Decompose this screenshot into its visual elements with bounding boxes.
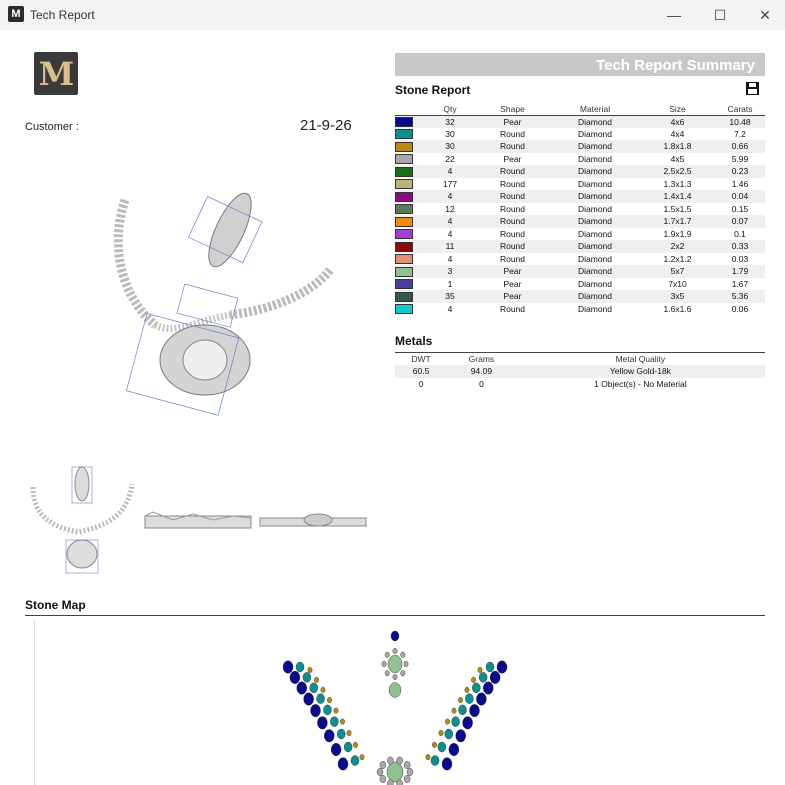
cell-size: 1.3x1.3	[663, 178, 692, 189]
cell-carats: 0.33	[715, 240, 765, 253]
cell-shape: Round	[499, 128, 526, 139]
stone-map-title: Stone Map	[25, 598, 86, 612]
color-swatch-cell	[395, 178, 425, 191]
stone-dot	[330, 717, 338, 727]
table-row	[395, 153, 765, 166]
table-row	[395, 115, 765, 128]
color-swatch	[395, 304, 413, 314]
app-logo-icon: M	[8, 6, 24, 22]
cell-carats: 0.23	[715, 165, 765, 178]
color-swatch	[395, 167, 413, 177]
color-swatch-cell	[395, 278, 425, 291]
stone-dot	[304, 693, 314, 706]
stone-dot	[452, 708, 456, 714]
color-swatch-cell	[395, 190, 425, 203]
window-titlebar	[0, 0, 785, 30]
table-row	[395, 240, 765, 253]
stone-dot	[310, 683, 318, 693]
color-swatch	[395, 254, 413, 264]
summary-title: Tech Report Summary	[596, 57, 755, 74]
stone-dot	[360, 754, 364, 760]
cell-qty: 177	[442, 178, 458, 189]
cell-size: 3x5	[640, 290, 715, 303]
stone-dot	[470, 704, 480, 717]
color-swatch-cell	[395, 140, 425, 153]
cell-material: Diamond	[550, 190, 640, 203]
stone-dot	[426, 754, 430, 760]
stone-dot	[463, 717, 473, 730]
cell-carats: 0.07	[715, 215, 765, 228]
color-swatch	[395, 204, 413, 214]
cell-size: 1.2x1.2	[663, 253, 692, 264]
stone-dot	[334, 708, 338, 714]
stone-dot	[458, 697, 462, 703]
color-swatch-cell	[395, 215, 425, 228]
color-swatch-cell	[395, 115, 425, 128]
cell-carats: 1.67	[731, 278, 749, 289]
color-swatch	[395, 192, 413, 202]
table-row	[395, 253, 765, 266]
top-view-thumbnail	[258, 510, 368, 532]
cell-carats: 5.99	[731, 153, 749, 164]
stone-dot	[387, 757, 393, 765]
stone-dot	[432, 742, 436, 748]
stone-dot	[472, 683, 480, 693]
maximize-button[interactable]: ☐	[713, 6, 727, 23]
col-header-carats: Carats	[715, 104, 765, 115]
stone-dot	[401, 652, 405, 658]
cell-size: 1.4x1.4	[640, 190, 715, 203]
cell-carats: 7.2	[734, 128, 746, 139]
stone-dot	[486, 662, 494, 672]
stone-dot	[391, 631, 399, 641]
stone-dot	[459, 705, 467, 715]
window-title: Tech Report	[30, 8, 95, 22]
color-swatch	[395, 129, 413, 139]
color-swatch-cell	[395, 228, 425, 241]
table-row	[395, 303, 765, 316]
color-swatch-cell	[395, 253, 425, 266]
stone-dot	[337, 729, 345, 739]
cell-quality: 1 Object(s) - No Material	[594, 379, 687, 389]
stone-dot	[387, 762, 403, 782]
stone-dot	[303, 672, 311, 682]
stone-dot	[331, 743, 341, 756]
cell-carats: 1.79	[715, 265, 765, 278]
stone-dot	[351, 756, 359, 766]
table-row	[395, 140, 765, 153]
stone-dot	[347, 730, 351, 736]
color-swatch-cell	[395, 265, 425, 278]
stone-dot	[490, 671, 500, 684]
cell-material: Diamond	[550, 165, 640, 178]
cell-carats: 0.03	[731, 253, 749, 264]
cell-qty: 1	[447, 278, 453, 289]
close-button[interactable]: ✕	[759, 6, 771, 23]
col-header-swatch	[395, 104, 425, 115]
cell-quality: Yellow Gold-18k	[516, 365, 765, 378]
cell-qty: 4	[425, 215, 475, 228]
cell-shape: Round	[499, 203, 526, 214]
color-swatch-cell	[395, 240, 425, 253]
necklace-render-image	[100, 185, 340, 425]
front-view-thumbnail	[28, 462, 136, 577]
stone-dot	[483, 682, 493, 695]
cell-qty: 4	[425, 165, 475, 178]
cell-dwt: 0	[418, 379, 424, 389]
stone-dot	[317, 694, 325, 704]
table-row	[395, 265, 765, 278]
cell-shape: Pear	[503, 278, 522, 289]
color-swatch-cell	[395, 290, 425, 303]
stone-dot	[308, 667, 312, 673]
stone-dot	[476, 693, 486, 706]
company-logo	[34, 52, 78, 95]
table-row	[395, 203, 765, 216]
cell-material: Diamond	[577, 203, 613, 214]
stone-dot	[377, 768, 383, 776]
stone-dot	[465, 694, 473, 704]
cell-qty: 30	[425, 140, 475, 153]
cell-carats: 0.15	[731, 203, 749, 214]
cell-qty: 4	[447, 253, 453, 264]
side-view-thumbnail	[143, 510, 253, 532]
stone-dot	[449, 743, 459, 756]
customer-label: Customer :	[25, 121, 79, 133]
stone-dot	[401, 670, 405, 676]
cell-qty: 4	[425, 190, 475, 203]
color-swatch	[395, 292, 413, 302]
cell-carats: 0.06	[731, 303, 749, 314]
col-header-material: Material	[550, 104, 640, 115]
stone-dot	[445, 729, 453, 739]
cell-dwt: 60.5	[395, 365, 447, 378]
cell-shape: Round	[475, 215, 550, 228]
stone-dot	[445, 719, 449, 725]
metals-title: Metals	[395, 334, 433, 348]
cell-grams: 0	[479, 379, 484, 389]
stone-dot	[478, 667, 482, 673]
cell-grams: 94.09	[447, 365, 516, 378]
stone-dot	[344, 742, 352, 752]
color-swatch	[395, 242, 413, 252]
cell-qty: 3	[425, 265, 475, 278]
cell-material: Diamond	[550, 240, 640, 253]
cell-size: 4x6	[640, 115, 715, 128]
cell-shape: Pear	[475, 290, 550, 303]
table-row	[395, 228, 765, 241]
color-swatch	[395, 217, 413, 227]
cell-qty: 4	[447, 228, 453, 239]
table-row	[395, 365, 765, 378]
cell-qty: 11	[425, 240, 475, 253]
cell-size: 1.9x1.9	[663, 228, 692, 239]
stone-dot	[456, 730, 466, 743]
col-header-qty: Qty	[425, 104, 475, 115]
save-icon[interactable]	[746, 82, 759, 95]
cell-shape: Round	[475, 240, 550, 253]
stone-dot	[407, 768, 413, 776]
stone-dot	[296, 662, 304, 672]
metals-table	[395, 352, 765, 391]
cell-material: Diamond	[577, 178, 613, 189]
stone-dot	[387, 780, 393, 785]
stone-dot	[327, 697, 331, 703]
cell-shape: Round	[499, 253, 526, 264]
cell-size: 4x5	[670, 153, 685, 164]
stone-dot	[388, 655, 402, 673]
stone-dot	[385, 670, 389, 676]
metals-table-header	[395, 353, 765, 365]
stone-dot	[465, 687, 469, 693]
table-row	[395, 128, 765, 141]
summary-header	[395, 53, 765, 76]
cell-shape: Round	[499, 178, 526, 189]
stone-map-divider	[25, 615, 765, 616]
cell-material: Diamond	[550, 290, 640, 303]
cell-qty: 12	[445, 203, 455, 214]
stone-table-header	[395, 104, 765, 115]
stone-report-title: Stone Report	[395, 83, 471, 97]
table-row	[395, 215, 765, 228]
stone-dot	[479, 672, 487, 682]
col-header-shape: Shape	[475, 104, 550, 115]
cell-carats: 0.1	[734, 228, 746, 239]
stone-dot	[393, 674, 397, 680]
cell-shape: Pear	[475, 265, 550, 278]
stone-dot	[385, 652, 389, 658]
table-row	[395, 278, 765, 291]
stone-dot	[389, 683, 401, 698]
cell-shape: Pear	[475, 115, 550, 128]
cell-size: 4x4	[670, 128, 685, 139]
cell-material: Diamond	[577, 253, 613, 264]
cell-shape: Round	[475, 165, 550, 178]
table-row	[395, 178, 765, 191]
minimize-button[interactable]: —	[667, 7, 681, 23]
cell-qty: 22	[445, 153, 455, 164]
stone-dot	[283, 661, 293, 674]
stone-dot	[297, 682, 307, 695]
cell-material: Diamond	[577, 153, 613, 164]
cell-shape: Round	[475, 190, 550, 203]
stone-dot	[397, 757, 403, 765]
stone-map-image	[270, 622, 520, 785]
cell-shape: Round	[475, 140, 550, 153]
cell-qty: 30	[445, 128, 455, 139]
color-swatch	[395, 154, 413, 164]
cell-carats: 10.48	[715, 115, 765, 128]
cell-size: 7x10	[668, 278, 687, 289]
stone-dot	[404, 661, 408, 667]
color-swatch	[395, 117, 413, 127]
cell-size: 2x2	[640, 240, 715, 253]
stone-dot	[471, 677, 475, 683]
color-swatch	[395, 229, 413, 239]
col-header-size: Size	[640, 104, 715, 115]
stone-dot	[393, 648, 397, 654]
cell-material: Diamond	[577, 228, 613, 239]
cell-size: 2.5x2.5	[640, 165, 715, 178]
stone-dot	[353, 742, 357, 748]
cell-size: 5x7	[640, 265, 715, 278]
logo-letter: M	[38, 54, 74, 93]
cell-qty: 35	[425, 290, 475, 303]
stone-report-table	[395, 104, 765, 315]
color-swatch-cell	[395, 128, 425, 141]
cell-material: Diamond	[577, 278, 613, 289]
stone-dot	[452, 717, 460, 727]
col-header-dwt: DWT	[395, 353, 447, 365]
stone-dot	[439, 730, 443, 736]
cell-carats: 0.04	[715, 190, 765, 203]
table-row	[395, 165, 765, 178]
col-header-grams: Grams	[447, 353, 516, 365]
cell-material: Diamond	[577, 128, 613, 139]
stone-dot	[442, 758, 452, 771]
cell-material: Diamond	[550, 115, 640, 128]
stone-dot	[314, 677, 318, 683]
stone-dot	[380, 775, 386, 783]
cell-carats: 1.46	[731, 178, 749, 189]
color-swatch	[395, 142, 413, 152]
color-swatch	[395, 267, 413, 277]
cell-material: Diamond	[550, 265, 640, 278]
cell-qty: 32	[425, 115, 475, 128]
color-swatch-cell	[395, 153, 425, 166]
cell-shape: Round	[499, 228, 526, 239]
stone-dot	[324, 705, 332, 715]
stone-dot	[431, 756, 439, 766]
cell-carats: 5.36	[715, 290, 765, 303]
stone-map-frame	[34, 620, 35, 785]
stone-dot	[380, 761, 386, 769]
stone-dot	[382, 661, 386, 667]
stone-dot	[324, 730, 334, 743]
table-row	[395, 290, 765, 303]
stone-dot	[340, 719, 344, 725]
stone-dot	[290, 671, 300, 684]
stone-dot	[404, 761, 410, 769]
cell-material: Diamond	[550, 140, 640, 153]
stone-dot	[311, 704, 321, 717]
stone-dot	[438, 742, 446, 752]
color-swatch-cell	[395, 303, 425, 316]
stone-dot	[404, 775, 410, 783]
stone-dot	[338, 758, 348, 771]
stone-dot	[497, 661, 507, 674]
stone-dot	[397, 780, 403, 785]
cell-material: Diamond	[577, 303, 613, 314]
color-swatch-cell	[395, 165, 425, 178]
report-date: 21-9-26	[300, 117, 352, 134]
color-swatch	[395, 179, 413, 189]
cell-shape: Pear	[503, 153, 522, 164]
cell-carats: 0.66	[715, 140, 765, 153]
stone-dot	[321, 687, 325, 693]
color-swatch	[395, 279, 413, 289]
cell-material: Diamond	[550, 215, 640, 228]
cell-size: 1.7x1.7	[640, 215, 715, 228]
cell-size: 1.6x1.6	[663, 303, 692, 314]
cell-shape: Round	[499, 303, 526, 314]
cell-size: 1.8x1.8	[640, 140, 715, 153]
table-row	[395, 190, 765, 203]
col-header-quality: Metal Quality	[516, 353, 765, 365]
table-row	[395, 378, 765, 391]
stone-dot	[317, 717, 327, 730]
color-swatch-cell	[395, 203, 425, 216]
cell-size: 1.5x1.5	[663, 203, 692, 214]
cell-qty: 4	[447, 303, 453, 314]
